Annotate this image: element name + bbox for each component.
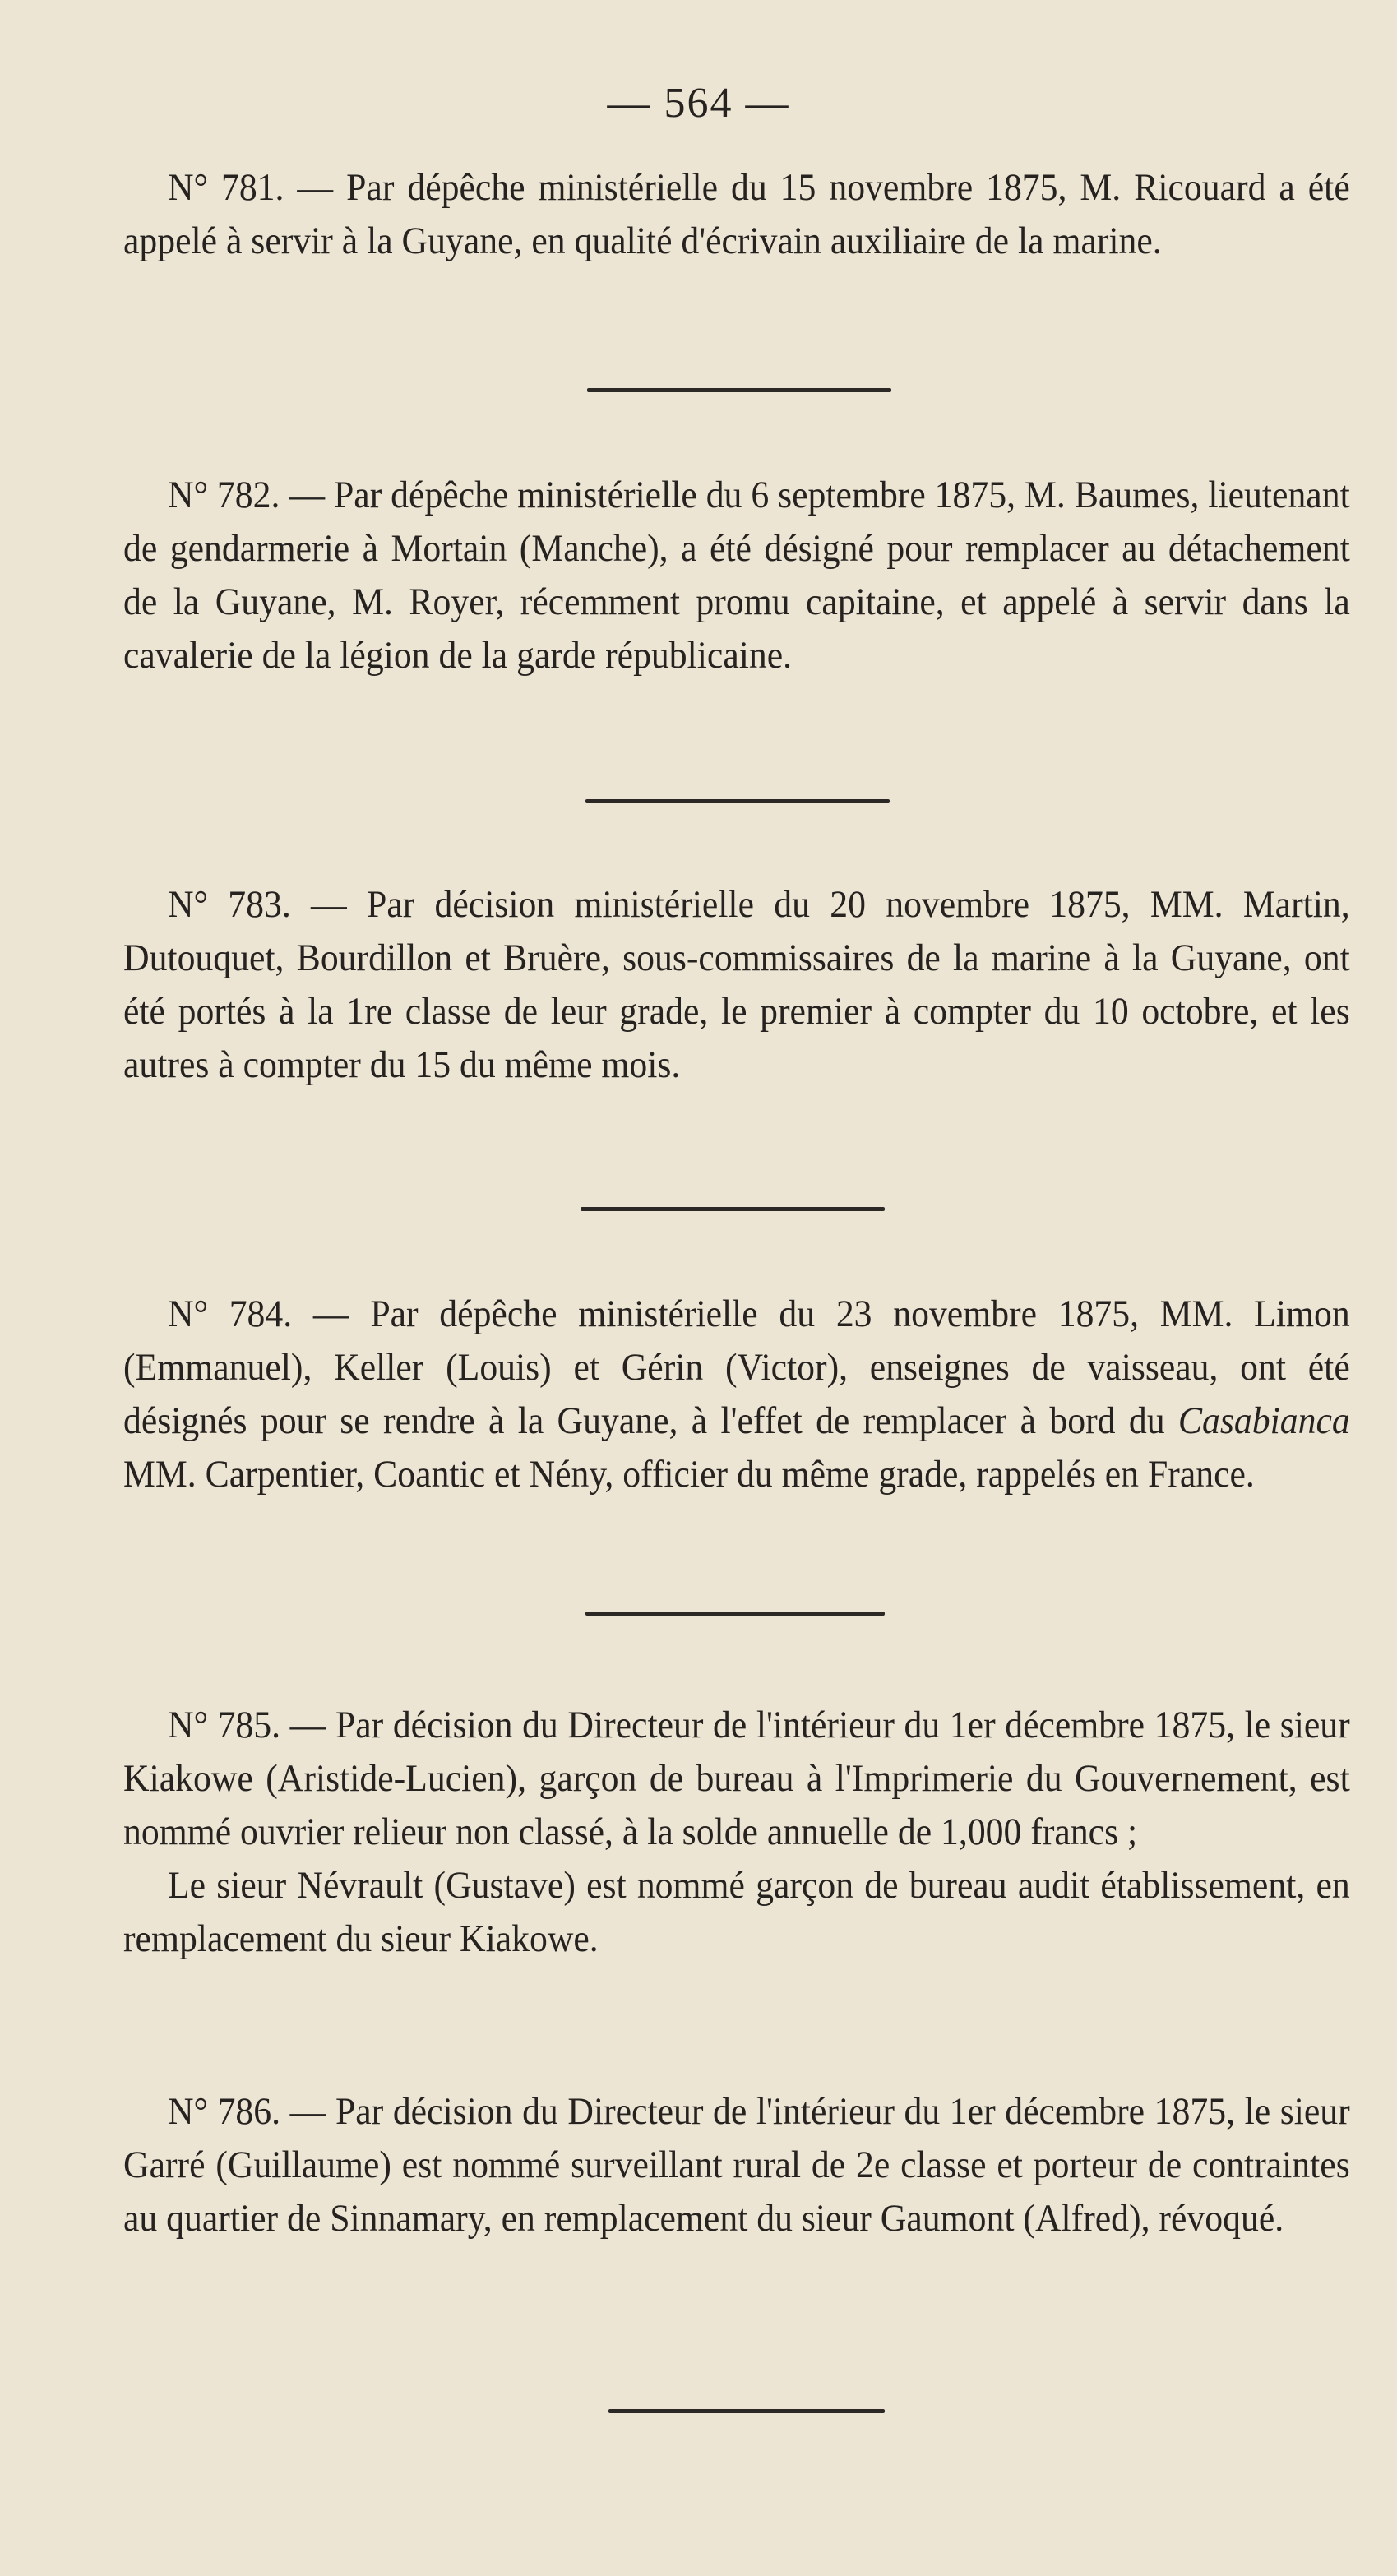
entry-785-text-1: N° 785. — Par décision du Directeur de l'intérieur du 1er décembre 1875, le sieur Kiakowe (Aristide-Lucien), garçon de bureau à l'Imprimerie du Gouvernement, est nommé ouvrier relieur non classé, à la solde annuelle de 1,000 francs ; [123, 1704, 1350, 1853]
page-number: — 564 — [607, 80, 790, 127]
entry-783-text: N° 783. — Par décision ministérielle du 20 novembre 1875, MM. Martin, Dutouquet, Bourdillon et Bruère, sous-commissaires de la marine à la Guyane, ont été portés à la 1re classe de leur grade, le premier à compter du 10 octobre, et les autres à compter du 15 du même mois. [123, 883, 1350, 1086]
separator-rule [585, 799, 890, 803]
separator-rule [608, 2409, 885, 2413]
separator-rule [581, 1207, 885, 1211]
entry-786-text: N° 786. — Par décision du Directeur de l'intérieur du 1er décembre 1875, le sieur Garré (Guillaume) est nommé surveillant rural de 2e classe et porteur de contraintes au quartier de Sinnamary, en remplacement du sieur Gaumont (Alfred), révoqué. [123, 2090, 1350, 2240]
separator-rule [585, 1612, 885, 1616]
entry-781-text: N° 781. — Par dépêche ministérielle du 15 novembre 1875, M. Ricouard a été appelé à servir à la Guyane, en qualité d'écrivain auxiliaire de la marine. [123, 166, 1350, 262]
entry-785 [123, 1699, 1350, 1966]
separator-rule [587, 388, 891, 392]
entry-782 [123, 469, 1350, 682]
entry-781 [123, 161, 1350, 268]
entry-786 [123, 2085, 1350, 2245]
entry-782-text: N° 782. — Par dépêche ministérielle du 6 septembre 1875, M. Baumes, lieutenant de gendarmerie à Mortain (Manche), a été désigné pour remplacer au détachement de la Guyane, M. Royer, récemment promu capitaine, et appelé à servir dans la cavalerie de la légion de la garde républicaine. [123, 474, 1350, 677]
entry-785-text-2: Le sieur Névrault (Gustave) est nommé garçon de bureau audit établissement, en remplacement du sieur Kiakowe. [123, 1864, 1350, 1960]
entry-783 [123, 878, 1350, 1092]
ship-name: Casabianca [1177, 1399, 1350, 1442]
entry-784-text: N° 784. — Par dépêche ministérielle du 23 novembre 1875, MM. Limon (Emmanuel), Keller (Louis) et Gérin (Victor), enseignes de vaisseau, ont été désignés pour se rendre à la Guyane, à l'effet de remplacer à bord du Casabianca MM. Carpentier, Coantic et Nény, officier du même grade, rappelés en France. [123, 1293, 1350, 1496]
entry-784 [123, 1288, 1350, 1501]
